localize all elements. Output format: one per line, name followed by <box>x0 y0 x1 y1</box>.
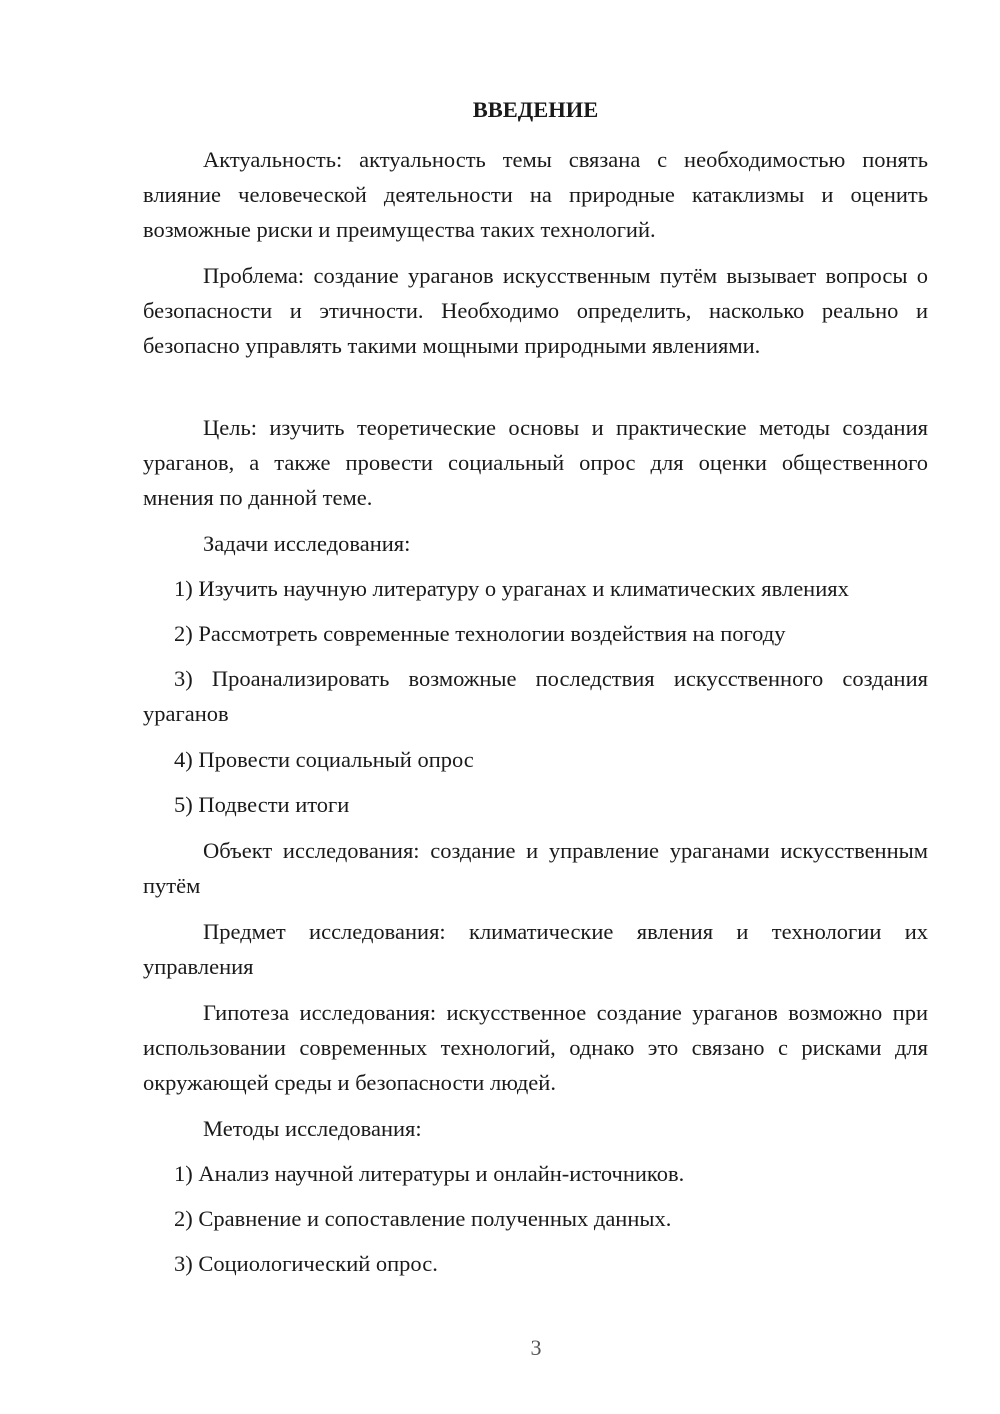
object-paragraph: Объект исследования: создание и управление ураганами искусственным путём <box>143 838 928 898</box>
task-item-5: 5) Подвести итоги <box>174 792 350 817</box>
methods-heading: Методы исследования: <box>203 1116 422 1141</box>
method-item-3: 3) Социологический опрос. <box>174 1251 438 1276</box>
section-title: ВВЕДЕНИЕ <box>472 97 599 122</box>
problem-paragraph: Проблема: создание ураганов искусственным путём вызывает вопросы о безопасности и этичности. Необходимо определить, насколько реально и безопасно управлять такими мощными природными явлениями. <box>143 263 928 358</box>
hypothesis-paragraph: Гипотеза исследования: искусственное создание ураганов возможно при использовании современных технологий, однако это связано с рисками для окружающей среды и безопасности людей. <box>143 1000 928 1095</box>
tasks-heading: Задачи исследования: <box>203 531 411 556</box>
method-item-1: 1) Анализ научной литературы и онлайн-источников. <box>174 1161 685 1186</box>
relevance-paragraph: Актуальность: актуальность темы связана с необходимостью понять влияние человеческой деятельности на природные катаклизмы и оценить возможные риски и преимущества таких технологий. <box>143 147 928 242</box>
task-item-2: 2) Рассмотреть современные технологии воздействия на погоду <box>174 621 786 646</box>
task-item-4: 4) Провести социальный опрос <box>174 747 474 772</box>
task-item-3: 3) Проанализировать возможные последствия искусственного создания ураганов <box>143 666 928 726</box>
goal-paragraph: Цель: изучить теоретические основы и практические методы создания ураганов, а также провести социальный опрос для оценки общественного мнения по данной теме. <box>143 415 928 510</box>
page-number: 3 <box>530 1335 542 1360</box>
method-item-2: 2) Сравнение и сопоставление полученных данных. <box>174 1206 672 1231</box>
subject-paragraph: Предмет исследования: климатические явления и технологии их управления <box>143 919 928 979</box>
task-item-1: 1) Изучить научную литературу о ураганах и климатических явлениях <box>174 576 849 601</box>
